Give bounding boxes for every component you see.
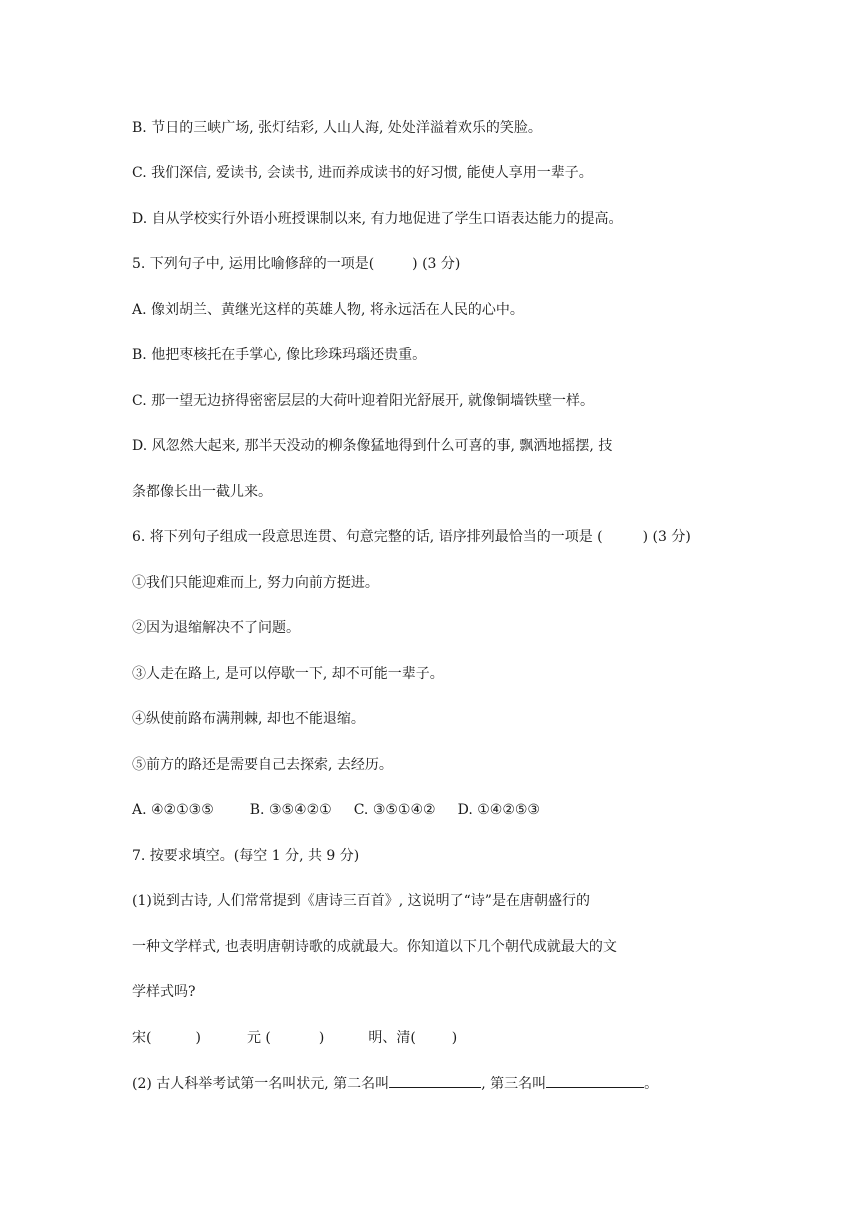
q7-part2-end: 。 (644, 1076, 659, 1092)
second-place-blank[interactable] (389, 1073, 481, 1088)
dynasty-ming-qing: 明、清( (368, 1030, 416, 1046)
q4-option-b: B. 节日的三峡广场, 张灯结彩, 人山人海, 处处洋溢着欢乐的笑脸。 (132, 120, 542, 136)
q5-option-c: C. 那一望无边挤得密密层层的大荷叶迎着阳光舒展开, 就像铜墙铁壁一样。 (132, 393, 595, 409)
q5-option-d-line2: 条都像长出一截儿来。 (132, 484, 272, 500)
q7-dynasty-blanks (132, 1028, 457, 1048)
q6-option-a: A. ④②①③⑤ (132, 802, 214, 818)
q5-stem-text: 5. 下列句子中, 运用比喻修辞的一项是( (132, 256, 375, 272)
third-place-blank[interactable] (546, 1073, 644, 1088)
q7-part1-line1: (1)说到古诗, 人们常常提到《唐诗三百首》, 这说明了“诗”是在唐朝盛行的 (132, 893, 590, 909)
q5-option-d-line1: D. 风忽然大起来, 那半天没动的柳条像猛地得到什么可喜的事, 飘洒地摇摆, 技 (132, 438, 613, 454)
q5-option-b: B. 他把枣核托在手掌心, 像比珍珠玛瑙还贵重。 (132, 347, 427, 363)
dynasty-ming-qing-close: ) (451, 1030, 458, 1046)
q5-stem-score: ) (3 分) (412, 256, 461, 272)
q7-part2 (132, 1073, 658, 1094)
q5-option-a: A. 像刘胡兰、黄继光这样的英雄人物, 将永远活在人民的心中。 (132, 302, 524, 318)
q6-options (132, 800, 540, 820)
q6-option-c: C. ③⑤①④② (353, 802, 436, 818)
q6-stem (132, 527, 691, 547)
q6-sentence-5: ⑤前方的路还是需要自己去探索, 去经历。 (132, 757, 393, 773)
dynasty-song-close: ) (195, 1030, 201, 1046)
q7-stem: 7. 按要求填空。(每空 1 分, 共 9 分) (132, 848, 360, 864)
dynasty-yuan-close: ) (318, 1030, 325, 1046)
dynasty-yuan: 元 ( (246, 1030, 271, 1046)
q6-sentence-1: ①我们只能迎难而上, 努力向前方挺进。 (132, 575, 379, 591)
q5-stem (132, 254, 460, 274)
q7-part2-mid: , 第三名叫 (481, 1076, 547, 1092)
q7-part2-text: (2) 古人科举考试第一名叫状元, 第二名叫 (132, 1076, 390, 1092)
q6-option-b: B. ③⑤④②① (249, 802, 332, 818)
q6-stem-text: 6. 将下列句子组成一段意思连贯、句意完整的话, 语序排列最恰当的一项是 ( (132, 529, 603, 545)
q6-sentence-2: ②因为退缩解决不了问题。 (132, 620, 300, 636)
q7-part1-line2: 一种文学样式, 也表明唐朝诗歌的成就最大。你知道以下几个朝代成就最大的文 (132, 939, 617, 955)
q4-option-c: C. 我们深信, 爱读书, 会读书, 进而养成读书的好习惯, 能使人享用一辈子。 (132, 165, 593, 181)
q6-sentence-4: ④纵使前路布满荆棘, 却也不能退缩。 (132, 711, 365, 727)
q7-part1-line3: 学样式吗? (132, 984, 196, 1000)
q6-stem-score: ) (3 分) (642, 529, 691, 545)
q6-option-d: D. ①④②⑤③ (457, 802, 540, 818)
q6-sentence-3: ③人走在路上, 是可以停歇一下, 却不可能一辈子。 (132, 666, 444, 682)
dynasty-song: 宋( (132, 1030, 152, 1046)
q4-option-d: D. 自从学校实行外语小班授课制以来, 有力地促进了学生口语表达能力的提高。 (132, 211, 623, 227)
